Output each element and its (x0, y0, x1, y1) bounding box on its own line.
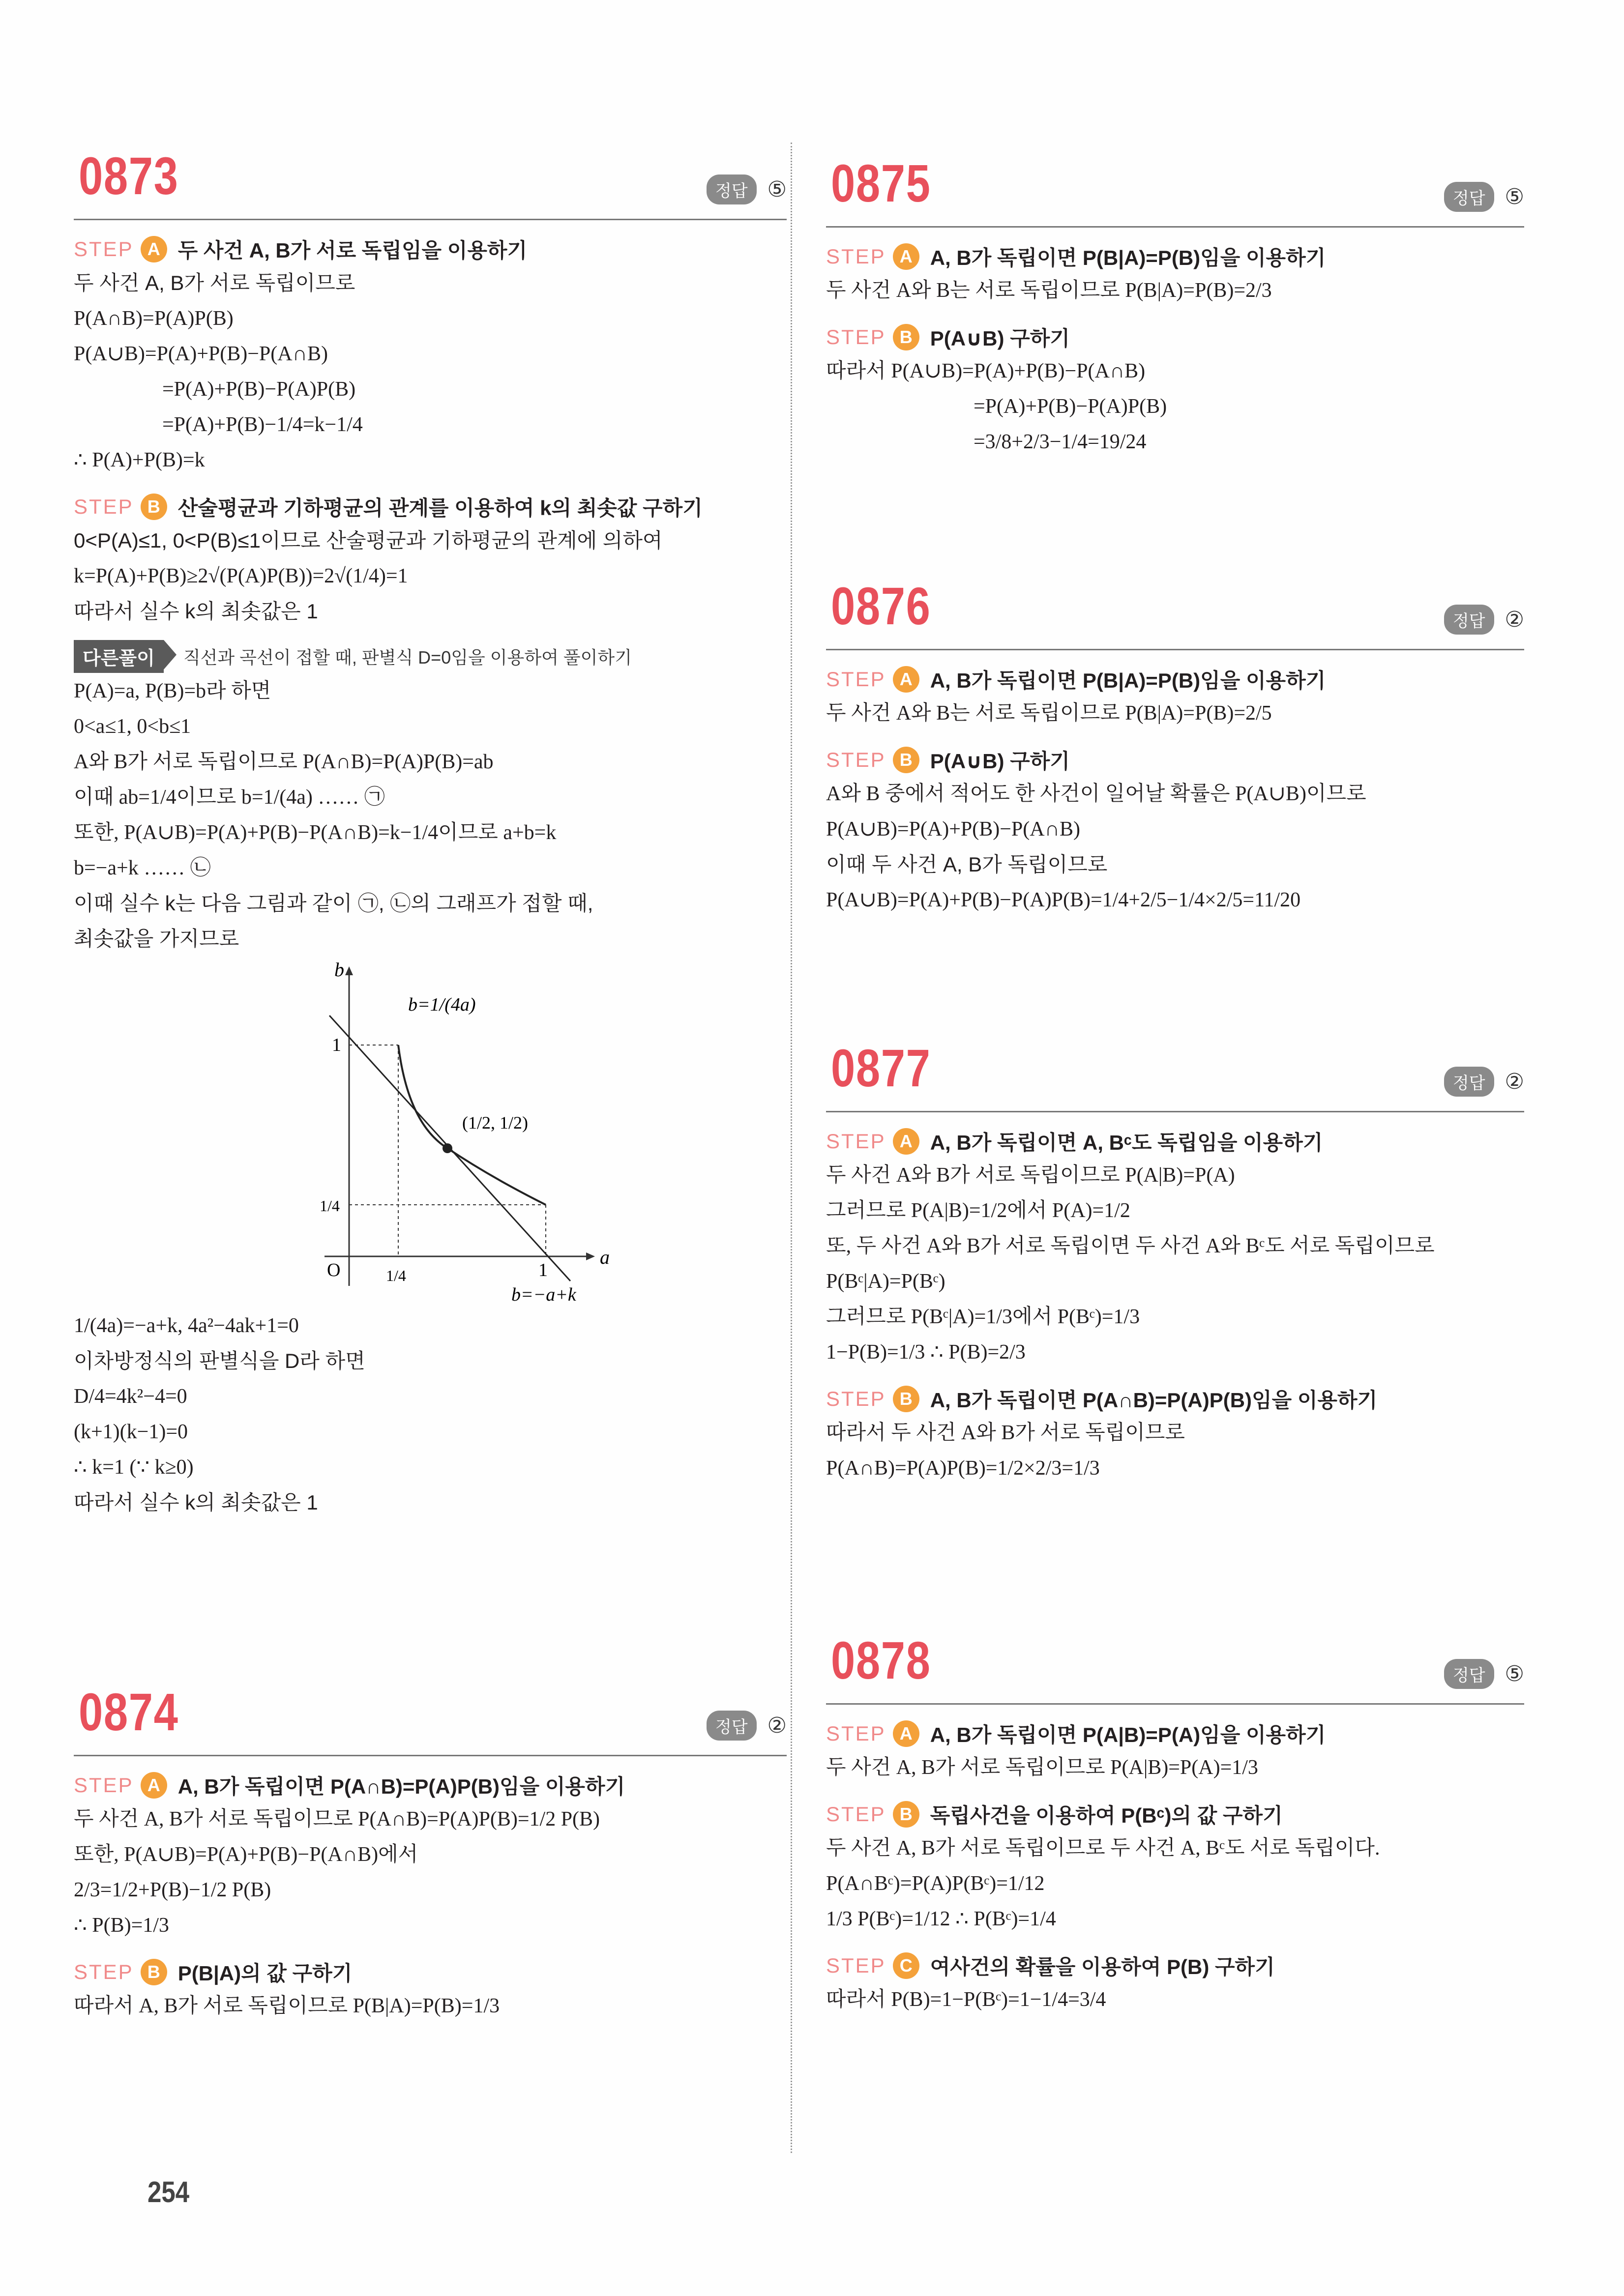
step-letter-icon: A (141, 236, 167, 262)
x-axis-label: a (600, 1246, 610, 1268)
step-title: 두 사건 A, B가 서로 독립임을 이용하기 (177, 239, 528, 262)
answer-value: ② (767, 1714, 787, 1738)
solution-line: 따라서 P(A∪B)=P(A)+P(B)−P(A∩B) (826, 360, 1146, 382)
step-b-header (74, 491, 787, 523)
solution-line: 따라서 A, B가 서로 독립이므로 P(B|A)=P(B)=1/3 (74, 1995, 500, 2017)
problem-0877 (826, 1037, 1524, 1486)
step-title: P(A∪B) 구하기 (930, 327, 1070, 350)
problem-header (826, 1629, 1524, 1705)
y-axis-label: b (334, 961, 344, 981)
tangent-graph-figure (285, 961, 629, 1306)
step-tag: STEP (826, 1722, 886, 1745)
solution-line: 이때 ab=1/4이므로 b=1/(4a) …… ㉠ (74, 786, 385, 809)
solution-line: (k+1)(k−1)=0 (74, 1421, 188, 1443)
step-b-header (826, 1383, 1524, 1415)
step-letter-icon: A (893, 1720, 919, 1747)
step-letter-icon: B (141, 1959, 167, 1985)
problem-number: 0877 (831, 1038, 931, 1098)
answer-badge: 정답 (1444, 605, 1494, 635)
problem-0878 (826, 1629, 1524, 2017)
step-title: A, B가 독립이면 P(B|A)=P(B)임을 이용하기 (930, 669, 1326, 692)
alt-solution-badge: 다른풀이 (74, 640, 164, 673)
solution-line: 0<a≤1, 0<b≤1 (74, 715, 191, 738)
problem-number: 0876 (831, 576, 931, 636)
problem-header (826, 152, 1524, 228)
step-title: A, B가 독립이면 A, Bᶜ도 독립임을 이용하기 (930, 1131, 1323, 1154)
step-letter-icon: B (893, 747, 919, 773)
solution-line: 그러므로 P(A|B)=1/2에서 P(A)=1/2 (826, 1199, 1130, 1222)
origin-label: O (327, 1260, 341, 1280)
problem-number: 0874 (79, 1682, 179, 1742)
answer-badge: 정답 (707, 174, 757, 204)
step-title: A, B가 독립이면 P(B|A)=P(B)임을 이용하기 (930, 246, 1326, 269)
answer-value: ② (1505, 1070, 1524, 1094)
solution-line: P(Bᶜ|A)=P(Bᶜ) (826, 1270, 945, 1293)
solution-line: P(A∪B)=P(A)+P(B)−P(A∩B) (826, 818, 1080, 841)
solution-line: 두 사건 A, B가 서로 독립이므로 (74, 271, 355, 294)
step-a-header (74, 1769, 787, 1802)
y-tick-label: 1 (332, 1035, 341, 1055)
step-tag: STEP (74, 1960, 134, 1983)
solution-line: ∴ k=1 (∵ k≥0) (74, 1456, 194, 1479)
step-tag: STEP (826, 325, 886, 349)
solution-line: P(A∪B)=P(A)+P(B)−P(A)P(B)=1/4+2/5−1/4×2/5=11/20 (826, 889, 1301, 911)
solution-line: 또, 두 사건 A와 B가 서로 독립이면 두 사건 A와 Bᶜ도 서로 독립이므로 (826, 1235, 1435, 1257)
solution-line: 두 사건 A와 B는 서로 독립이므로 P(B|A)=P(B)=2/5 (826, 702, 1272, 725)
step-letter-icon: B (893, 324, 919, 350)
solution-line: 이때 두 사건 A, B가 독립이므로 (826, 853, 1108, 876)
step-a-header (826, 663, 1524, 696)
solution-line: 두 사건 A, B가 서로 독립이므로 P(A|B)=P(A)=1/3 (826, 1756, 1258, 1779)
solution-line: 두 사건 A와 B는 서로 독립이므로 P(B|A)=P(B)=2/3 (826, 279, 1272, 302)
problem-header (826, 1037, 1524, 1112)
x-tick-label: 1 (538, 1260, 548, 1280)
alt-solution-title: 직선과 곡선이 접할 때, 판별식 D=0임을 이용하여 풀이하기 (183, 647, 632, 668)
solution-line: =P(A)+P(B)−1/4=k−1/4 (162, 413, 363, 436)
solution-line: 이차방정식의 판별식을 D라 하면 (74, 1349, 365, 1372)
solution-line: 따라서 두 사건 A와 B가 서로 독립이므로 (826, 1422, 1185, 1444)
step-title: 독립사건을 이용하여 P(Bᶜ)의 값 구하기 (930, 1804, 1283, 1827)
solution-line: P(A∩B)=P(A)P(B) (74, 307, 234, 330)
problem-header (74, 145, 787, 220)
answer-badge: 정답 (707, 1711, 757, 1741)
answer-box (707, 1711, 787, 1741)
step-a-header (826, 1125, 1524, 1158)
column-divider (791, 143, 792, 2153)
solution-line: ∴ P(A)+P(B)=k (74, 449, 205, 471)
step-a-header (826, 240, 1524, 273)
step-letter-icon: A (893, 1128, 919, 1155)
step-tag: STEP (826, 1802, 886, 1826)
step-tag: STEP (74, 1773, 134, 1797)
step-letter-icon: A (893, 666, 919, 693)
solution-line: 또한, P(A∪B)=P(A)+P(B)−P(A∩B)=k−1/4이므로 a+b=k (74, 821, 557, 844)
y-axis-arrow-icon (345, 966, 353, 975)
answer-box (1444, 1067, 1524, 1097)
solution-line: P(A)=a, P(B)=b라 하면 (74, 680, 271, 702)
answer-box (707, 174, 787, 204)
answer-value: ⑤ (767, 177, 787, 202)
solution-line: k=P(A)+P(B)≥2√(P(A)P(B))=2√(1/4)=1 (74, 565, 408, 587)
step-tag: STEP (826, 668, 886, 691)
line-label: b=−a+k (511, 1284, 576, 1305)
solution-line: 1/3 P(Bᶜ)=1/12 ∴ P(Bᶜ)=1/4 (826, 1908, 1056, 1930)
solution-line: ∴ P(B)=1/3 (74, 1914, 169, 1937)
solution-line: =P(A)+P(B)−P(A)P(B) (974, 395, 1167, 418)
solution-line: 이때 실수 k는 다음 그림과 같이 ㉠, ㉡의 그래프가 접할 때, (74, 892, 593, 915)
solution-line: 따라서 실수 k의 최솟값은 1 (74, 1491, 318, 1514)
step-letter-icon: A (893, 243, 919, 270)
page-number: 254 (148, 2176, 190, 2209)
step-b-header (826, 744, 1524, 776)
problem-0873 (74, 145, 787, 1520)
problem-0874 (74, 1681, 787, 2024)
step-c-header (826, 1949, 1524, 1982)
step-b-header (826, 321, 1524, 353)
step-letter-icon: B (893, 1386, 919, 1412)
answer-badge: 정답 (1444, 182, 1494, 212)
point-label: (1/2, 1/2) (462, 1113, 528, 1133)
solution-line: 그러므로 P(Bᶜ|A)=1/3에서 P(Bᶜ)=1/3 (826, 1306, 1140, 1328)
solution-line: 두 사건 A, B가 서로 독립이므로 P(A∩B)=P(A)P(B)=1/2 P(B) (74, 1808, 600, 1831)
step-tag: STEP (826, 1130, 886, 1153)
problem-number: 0873 (79, 146, 179, 205)
x-axis-arrow-icon (586, 1252, 595, 1260)
step-b-header (74, 1956, 787, 1988)
answer-value: ② (1505, 608, 1524, 632)
answer-box (1444, 182, 1524, 212)
step-letter-icon: C (893, 1952, 919, 1979)
step-title: A, B가 독립이면 P(A|B)=P(A)임을 이용하기 (930, 1723, 1326, 1746)
step-letter-icon: B (141, 494, 167, 520)
answer-badge: 정답 (1444, 1659, 1494, 1689)
step-tag: STEP (826, 1954, 886, 1977)
solution-line: 1−P(B)=1/3 ∴ P(B)=2/3 (826, 1341, 1026, 1364)
solution-line: 1/(4a)=−a+k, 4a²−4ak+1=0 (74, 1314, 299, 1337)
solution-line: A와 B 중에서 적어도 한 사건이 일어날 확률은 P(A∪B)이므로 (826, 783, 1366, 805)
step-a-header (826, 1717, 1524, 1750)
step-letter-icon: B (893, 1801, 919, 1828)
solution-line: 또한, P(A∪B)=P(A)+P(B)−P(A∩B)에서 (74, 1843, 418, 1866)
curve-label: b=1/(4a) (408, 994, 476, 1015)
step-tag: STEP (826, 1387, 886, 1410)
solution-line: 따라서 P(B)=1−P(Bᶜ)=1−1/4=3/4 (826, 1988, 1106, 2011)
problem-0876 (826, 575, 1524, 918)
solution-line: A와 B가 서로 독립이므로 P(A∩B)=P(A)P(B)=ab (74, 751, 494, 773)
step-title: A, B가 독립이면 P(A∩B)=P(A)P(B)임을 이용하기 (930, 1389, 1378, 1412)
problem-header (74, 1681, 787, 1756)
solution-line: 따라서 실수 k의 최솟값은 1 (74, 600, 318, 623)
step-title: A, B가 독립이면 P(A∩B)=P(A)P(B)임을 이용하기 (177, 1775, 625, 1798)
solution-line: P(A∩Bᶜ)=P(A)P(Bᶜ)=1/12 (826, 1872, 1045, 1895)
step-a-header (74, 233, 787, 265)
solution-line: 0<P(A)≤1, 0<P(B)≤1이므로 산술평균과 기하평균의 관계에 의하여 (74, 529, 663, 552)
x-tick-label: 1/4 (386, 1267, 406, 1284)
problem-header (826, 575, 1524, 650)
solution-line: 2/3=1/2+P(B)−1/2 P(B) (74, 1879, 271, 1901)
answer-box (1444, 1659, 1524, 1689)
step-title: P(B|A)의 값 구하기 (177, 1962, 353, 1985)
y-tick-label: 1/4 (320, 1197, 340, 1215)
solution-line: P(A∪B)=P(A)+P(B)−P(A∩B) (74, 343, 328, 365)
solution-line: 두 사건 A, B가 서로 독립이므로 두 사건 A, Bᶜ도 서로 독립이다. (826, 1837, 1380, 1860)
problem-number: 0875 (831, 153, 931, 213)
step-tag: STEP (74, 237, 134, 261)
solution-line: P(A∩B)=P(A)P(B)=1/2×2/3=1/3 (826, 1457, 1100, 1480)
alternative-solution-header (74, 639, 787, 673)
step-tag: STEP (826, 748, 886, 771)
solution-line: =P(A)+P(B)−P(A)P(B) (162, 378, 356, 401)
answer-box (1444, 605, 1524, 635)
solution-line: b=−a+k …… ㉡ (74, 857, 211, 879)
answer-value: ⑤ (1505, 1662, 1524, 1686)
answer-badge: 정답 (1444, 1067, 1494, 1097)
solution-line: =3/8+2/3−1/4=19/24 (974, 431, 1147, 453)
problem-number: 0878 (831, 1630, 931, 1690)
solution-line: 두 사건 A와 B가 서로 독립이므로 P(A|B)=P(A) (826, 1164, 1235, 1187)
solution-line: 최솟값을 가지므로 (74, 927, 239, 950)
problem-0875 (826, 152, 1524, 460)
step-tag: STEP (826, 245, 886, 268)
step-title: 여사건의 확률을 이용하여 P(B) 구하기 (930, 1955, 1275, 1978)
answer-value: ⑤ (1505, 185, 1524, 209)
step-b-header (826, 1798, 1524, 1831)
step-title: P(A∪B) 구하기 (930, 750, 1070, 773)
step-letter-icon: A (141, 1772, 167, 1799)
step-title: 산술평균과 기하평균의 관계를 이용하여 k의 최솟값 구하기 (177, 496, 703, 520)
tangent-point (443, 1143, 452, 1153)
step-tag: STEP (74, 495, 134, 518)
solution-line: D/4=4k²−4=0 (74, 1385, 187, 1408)
